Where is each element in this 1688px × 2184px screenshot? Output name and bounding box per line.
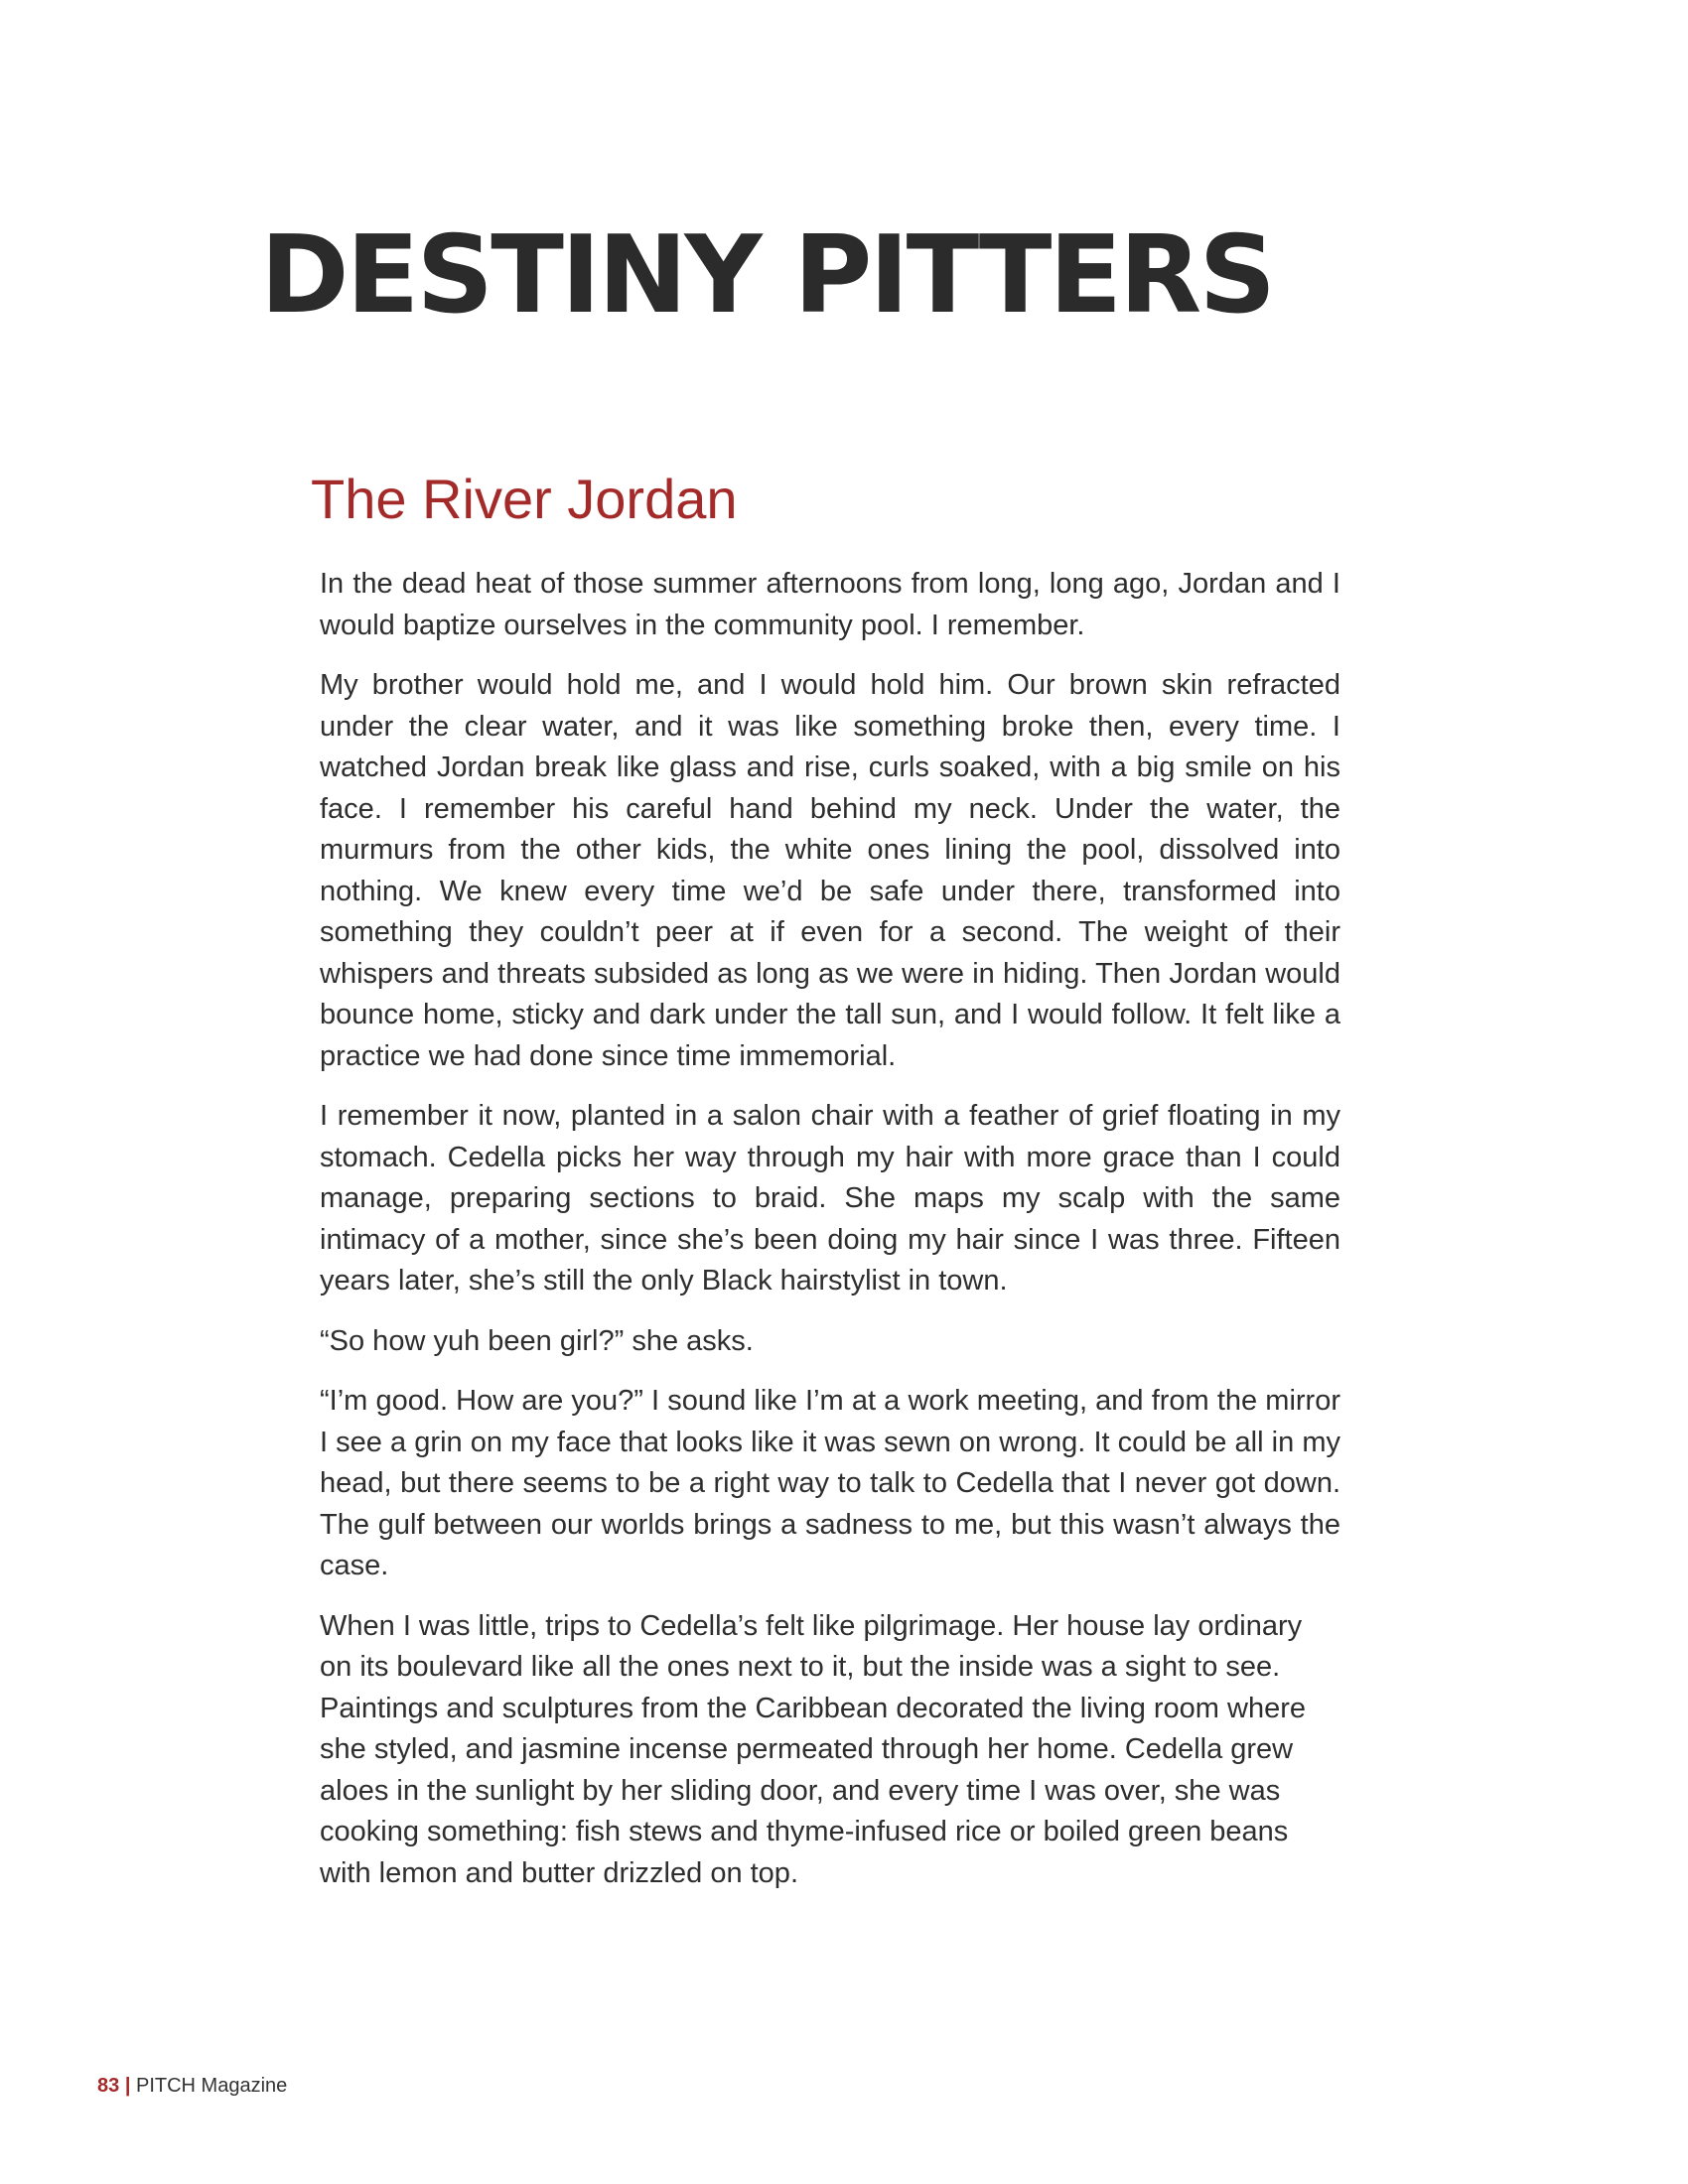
paragraph-3: I remember it now, planted in a salon chair with a feather of grief floating in my stomach. Cedella picks her way through my hair with more grace than I could manage, preparing sections to braid. She maps my scalp with the same intimacy of a mother, since she’s been doing my hair since I was three. Fifteen years later, she’s still the only Black hairstylist in town.	[320, 1100, 1340, 1297]
publication-name: PITCH Magazine	[135, 2075, 288, 2097]
page-number: 83	[97, 2075, 120, 2097]
paragraph-1: In the dead heat of those summer afternoons from long, long ago, Jordan and I would baptize ourselves in the community pool. I remember.	[320, 568, 1340, 641]
paragraph-5: “I’m good. How are you?” I sound like I’m at a work meeting, and from the mirror I see a grin on my face that looks like it was sewn on wrong. It could be all in my head, but there seems to be a right way to talk to Cedella that I never got down. The gulf between our worlds brings a sadness to me, but this wasn’t always the case.	[320, 1385, 1340, 1581]
paragraph-2: My brother would hold me, and I would hold him. Our brown skin refracted under the clear water, and it was like something broke then, every time. I watched Jordan break like glass and rise, curls soaked, with a big smile on his face. I remember his careful hand behind my neck. Under the water, the murmurs from the other kids, the white ones lining the pool, dissolved into nothing. We knew every time we’d be safe under there, transformed into something they couldn’t peer at if even for a second. The weight of their whispers and threats subsided as long as we were in hiding. Then Jordan would bounce home, sticky and dark under the tall sun, and I would follow. It felt like a practice we had done since time immemorial.	[320, 669, 1340, 1072]
author-name: DESTINY PITTERS	[260, 213, 1274, 338]
page-footer	[97, 2074, 287, 2098]
footer-separator: |	[124, 2075, 131, 2097]
story-title: The River Jordan	[311, 468, 738, 530]
paragraph-6: When I was little, trips to Cedella’s felt like pilgrimage. Her house lay ordinary on its boulevard like all the ones next to it, but the inside was a sight to see. Paintings and sculptures from the Caribbean decorated the living room where she styled, and jasmine incense permeated through her home. Cedella grew aloes in the sunlight by her sliding door, and every time I was over, she was cooking something: fish stews and thyme-infused rice or boiled green beans with lemon and butter drizzled on top.	[320, 1609, 1306, 1889]
paragraph-4: “So how yuh been girl?” she asks.	[320, 1324, 754, 1357]
article-body	[320, 564, 1340, 1913]
